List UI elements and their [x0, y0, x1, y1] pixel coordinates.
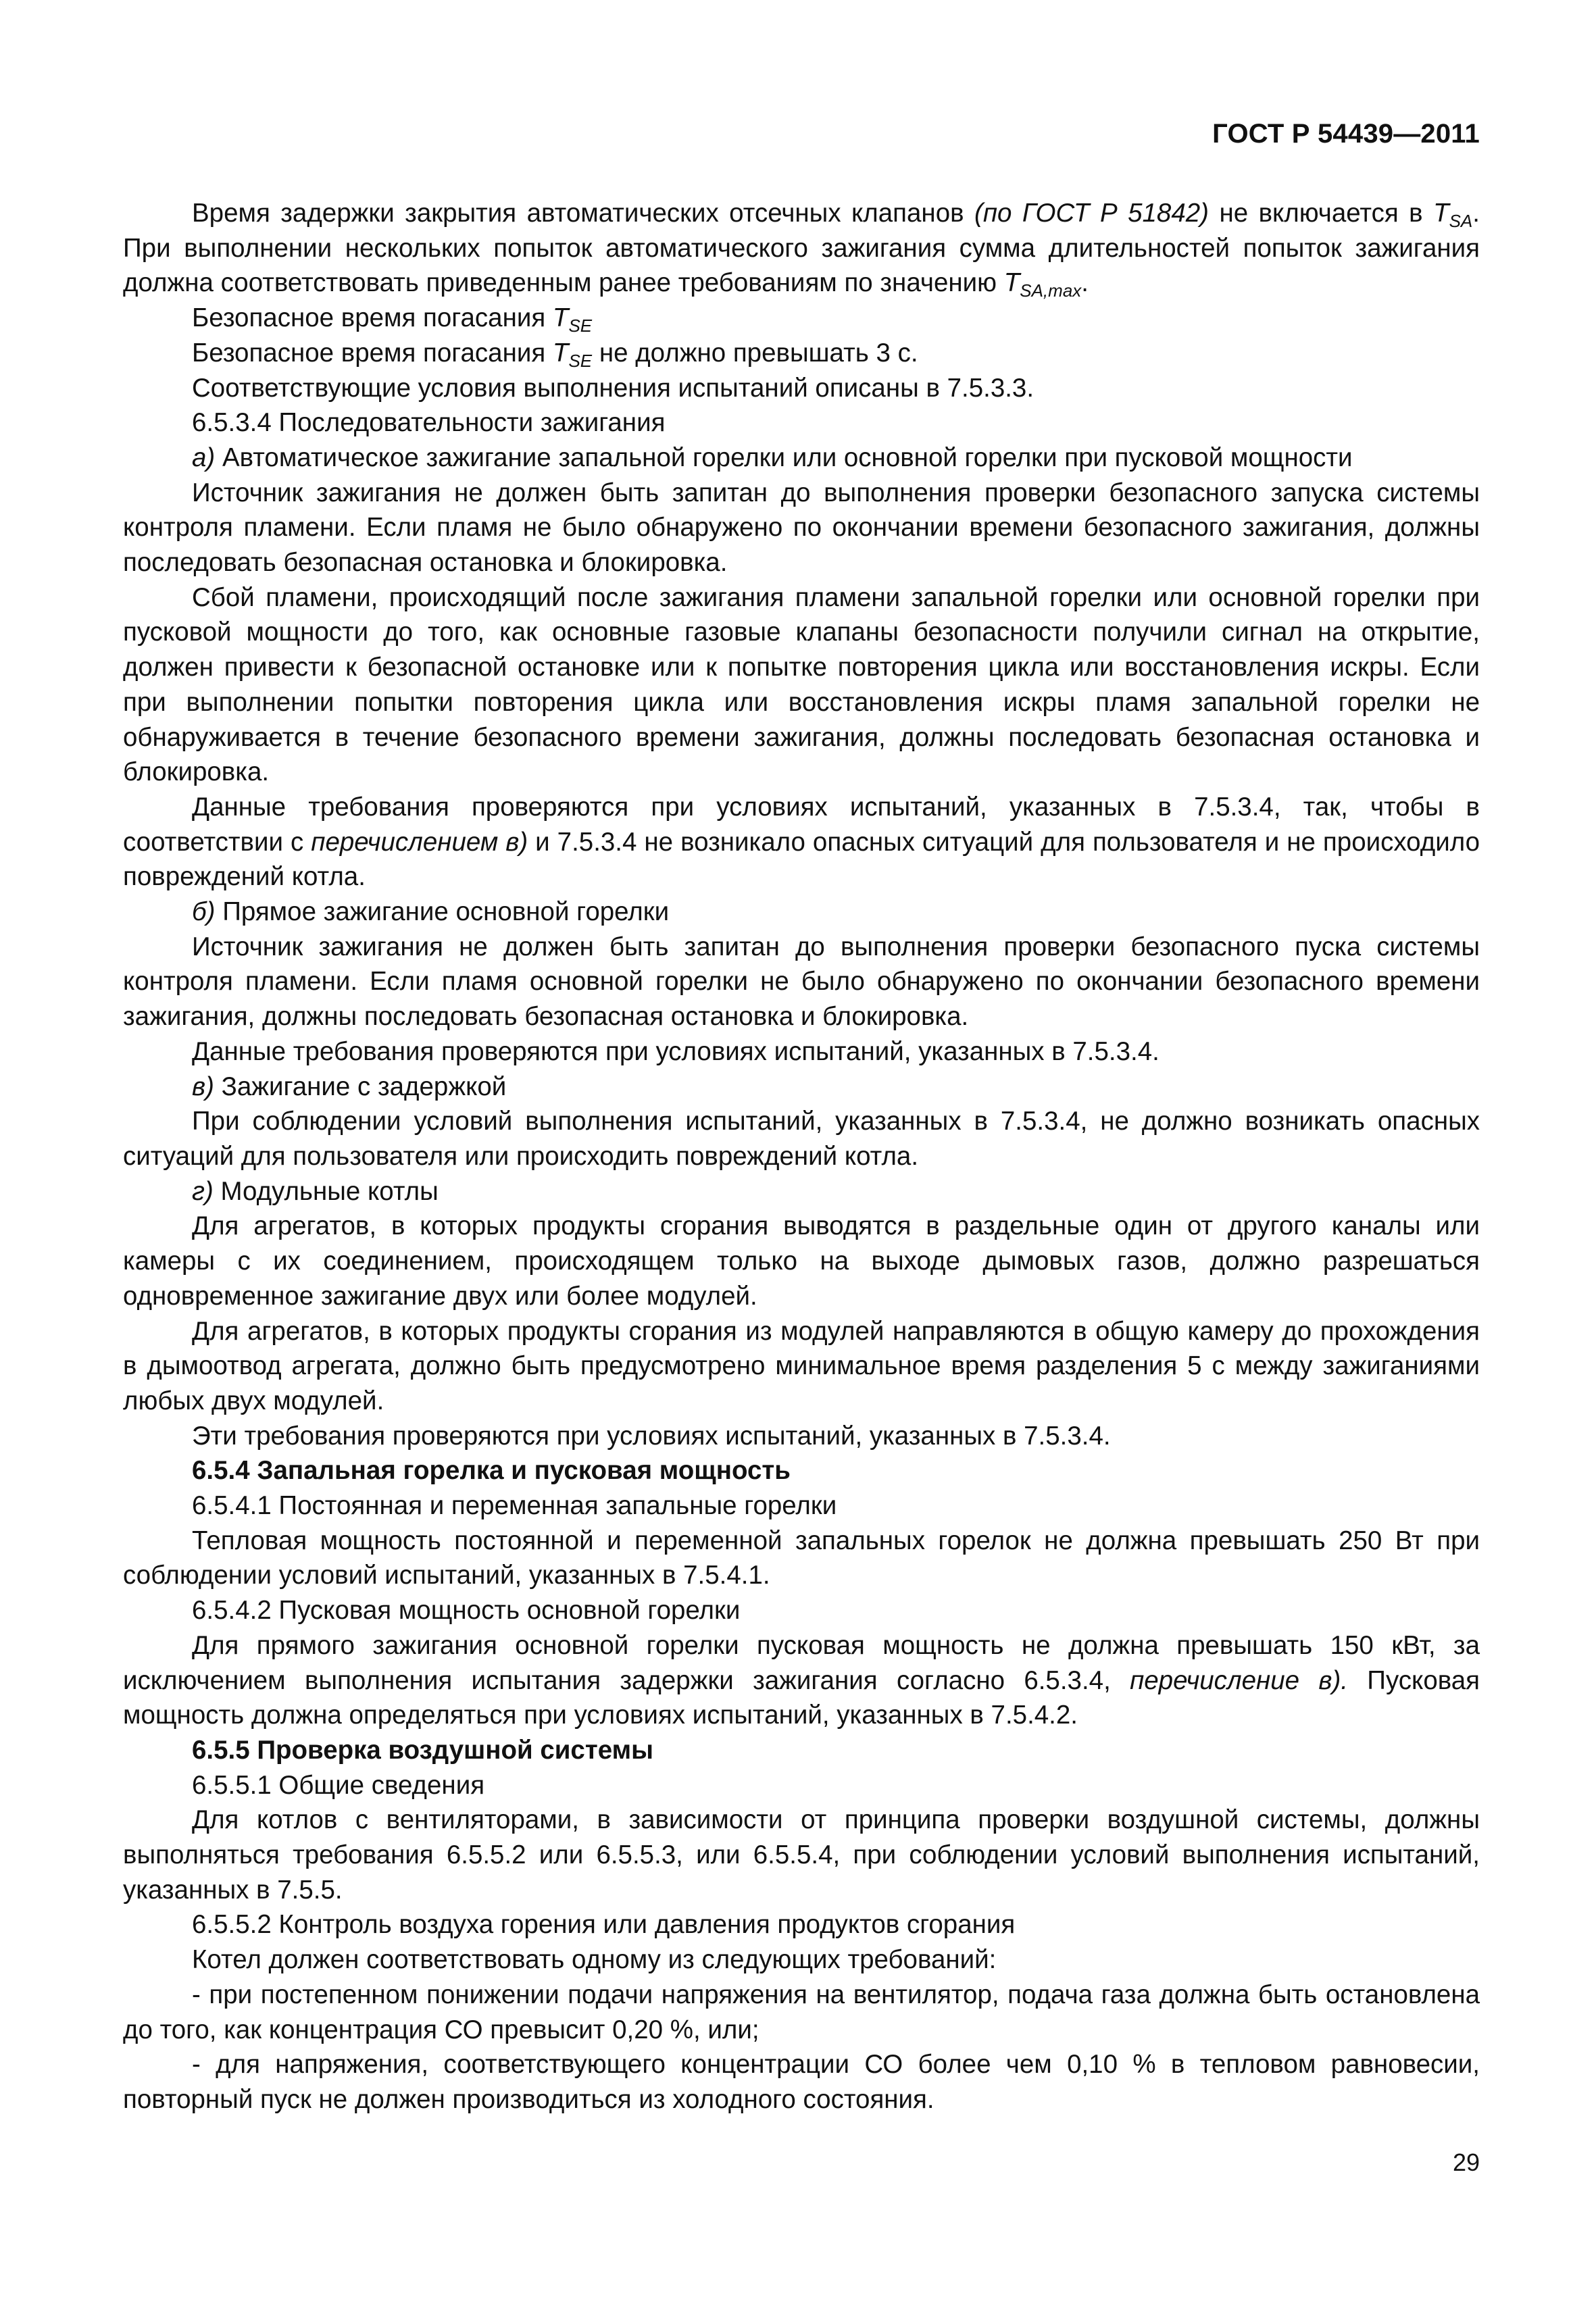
- paragraph: Источник зажигания не должен быть запитан до выполнения проверки безопасного запуска системы контроля пламени. Если пламя не было обнаружено по окончании времени безопасного зажигания, должны последовать безопасная остановка и блокировка.: [123, 478, 1480, 578]
- text: .: [1081, 268, 1089, 298]
- text: Время задержки закрытия автоматических отсечных клапанов: [192, 199, 964, 228]
- paragraph: Эти требования проверяются при условиях испытаний, указанных в 7.5.3.4.: [192, 1421, 1111, 1451]
- paragraph: Данные требования проверяются при условиях испытаний, указанных в 7.5.3.4.: [192, 1036, 1159, 1066]
- clause-title: 6.5.5.2 Контроль воздуха горения или давления продуктов сгорания: [192, 1910, 1016, 1940]
- paragraph: Тепловая мощность постоянной и переменной запальных горелок не должна превышать 250 Вт при соблюдении условий испытаний, указанных в 7.5.4.1.: [123, 1526, 1480, 1590]
- paragraph: Сбой пламени, происходящий после зажигания пламени запальной горелки или основной горелки при пусковой мощности до того, как основные газовые клапаны безопасности получили сигнал на открытие, должен привести к безопасной остановке или к попытке повторения цикла или восстановления искры. Если при выполнении попытки повторения цикла или восстановления искры пламя запальной горелки не обнаруживается в течение безопасного времени зажигания, должны последовать безопасная остановка и блокировка.: [123, 582, 1480, 787]
- section-heading: 6.5.4 Запальная горелка и пусковая мощность: [192, 1456, 791, 1486]
- text: Пусковая мощность должна определяться при условиях испытаний, указанных в 7.5.4.2.: [123, 1665, 1480, 1730]
- page-number: 29: [1452, 2148, 1480, 2176]
- list-item: - при постепенном понижении подачи напряжения на вентилятор, подача газа должна быть остановлена до того, как концентрация СО превысит 0,20 %, или;: [123, 1980, 1480, 2044]
- section-heading: 6.5.5 Проверка воздушной системы: [192, 1735, 653, 1765]
- item-title: [123, 895, 1480, 930]
- item-label: а): [192, 443, 216, 472]
- text: не должно превышать 3 с.: [599, 338, 918, 368]
- clause-title: 6.5.3.4 Последовательности зажигания: [192, 408, 666, 438]
- symbol: T: [552, 303, 569, 333]
- heading-tse: [123, 301, 1480, 336]
- paragraph-tsa: [123, 196, 1480, 301]
- text: Модульные котлы: [220, 1176, 439, 1206]
- clause-title: 6.5.4.2 Пусковая мощность основной горелки: [192, 1596, 741, 1626]
- text: . При выполнении нескольких попыток автоматического зажигания сумма длительностей попыток зажигания должна соответствовать приведенным ранее требованиям по значению: [123, 199, 1480, 298]
- text: и 7.5.3.4 не возникало опасных ситуаций для пользователя и не происходило повреждений котла.: [123, 827, 1480, 892]
- clause-title: 6.5.4.1 Постоянная и переменная запальные горелки: [192, 1491, 837, 1521]
- symbol: T: [552, 338, 569, 368]
- paragraph: Источник зажигания не должен быть запитан до выполнения проверки безопасного пуска системы контроля пламени. Если пламя основной горелки не было обнаружено по окончании безопасного времени зажигания, должны последовать безопасная остановка и блокировка.: [123, 932, 1480, 1032]
- text: Данные требования проверяются при условиях испытаний, указанных в 7.5.3.4, так, чтобы в соответствии с: [123, 792, 1480, 857]
- paragraph: Соответствующие условия выполнения испытаний описаны в 7.5.3.3.: [192, 373, 1034, 403]
- standard-header: ГОСТ Р 54439—2011: [1212, 119, 1480, 149]
- reference: (по ГОСТ Р 51842): [974, 199, 1209, 228]
- item-label: б): [192, 897, 216, 927]
- text: Прямое зажигание основной горелки: [222, 897, 670, 927]
- paragraph: Для котлов с вентиляторами, в зависимости от принципа проверки воздушной системы, должны выполняться требования 6.5.5.2 или 6.5.5.3, или 6.5.5.4, при соблюдении условий выполнения испытаний, указанных в 7.5.5.: [123, 1805, 1480, 1905]
- paragraph: Котел должен соответствовать одному из следующих требований:: [192, 1945, 997, 1975]
- paragraph: Для агрегатов, в которых продукты сгорания выводятся в раздельные один от другого каналы или камеры с их соединением, происходящем только на выходе дымовых газов, должно разрешаться одновременное зажигание двух или более модулей.: [123, 1211, 1480, 1311]
- document-body: [123, 196, 1480, 2117]
- item-title: [123, 441, 1480, 476]
- symbol-subscript: SE: [568, 316, 593, 336]
- paragraph: [123, 1628, 1480, 1733]
- item-title: [123, 1070, 1480, 1105]
- paragraph: [123, 336, 1480, 371]
- reference: перечисление в).: [1130, 1665, 1348, 1695]
- list-item: - для напряжения, соответствующего концентрации СО более чем 0,10 % в тепловом равновесии, повторный пуск не должен производиться из холодного состояния.: [123, 2050, 1480, 2114]
- text: Зажигание с задержкой: [221, 1072, 507, 1101]
- reference: перечислением в): [311, 827, 528, 857]
- symbol-subscript: SE: [568, 350, 593, 371]
- paragraph: Для агрегатов, в которых продукты сгорания из модулей направляются в общую камеру до прохождения в дымоотвод агрегата, должно быть предусмотрено минимальное время разделения 5 с между зажиганиями любых двух модулей.: [123, 1316, 1480, 1415]
- item-label: г): [192, 1176, 214, 1206]
- text: Для прямого зажигания основной горелки пусковая мощность не должна превышать 150 кВт, за исключением выполнения испытания задержки зажигания согласно 6.5.3.4,: [123, 1630, 1480, 1695]
- paragraph: [123, 790, 1480, 895]
- text: Безопасное время погасания: [192, 303, 546, 333]
- symbol: T: [1433, 199, 1449, 228]
- symbol: T: [1003, 268, 1020, 298]
- symbol-subscript: SA: [1449, 211, 1473, 231]
- item-label: в): [192, 1072, 214, 1101]
- text: не включается в: [1219, 199, 1423, 228]
- symbol-subscript: SA,max: [1020, 280, 1082, 301]
- item-title: [123, 1174, 1480, 1209]
- clause-title: 6.5.5.1 Общие сведения: [192, 1770, 485, 1800]
- paragraph: При соблюдении условий выполнения испытаний, указанных в 7.5.3.4, не должно возникать опасных ситуаций для пользователя или происходить повреждений котла.: [123, 1107, 1480, 1171]
- text: Безопасное время погасания: [192, 338, 546, 368]
- text: Автоматическое зажигание запальной горелки или основной горелки при пусковой мощности: [222, 443, 1353, 472]
